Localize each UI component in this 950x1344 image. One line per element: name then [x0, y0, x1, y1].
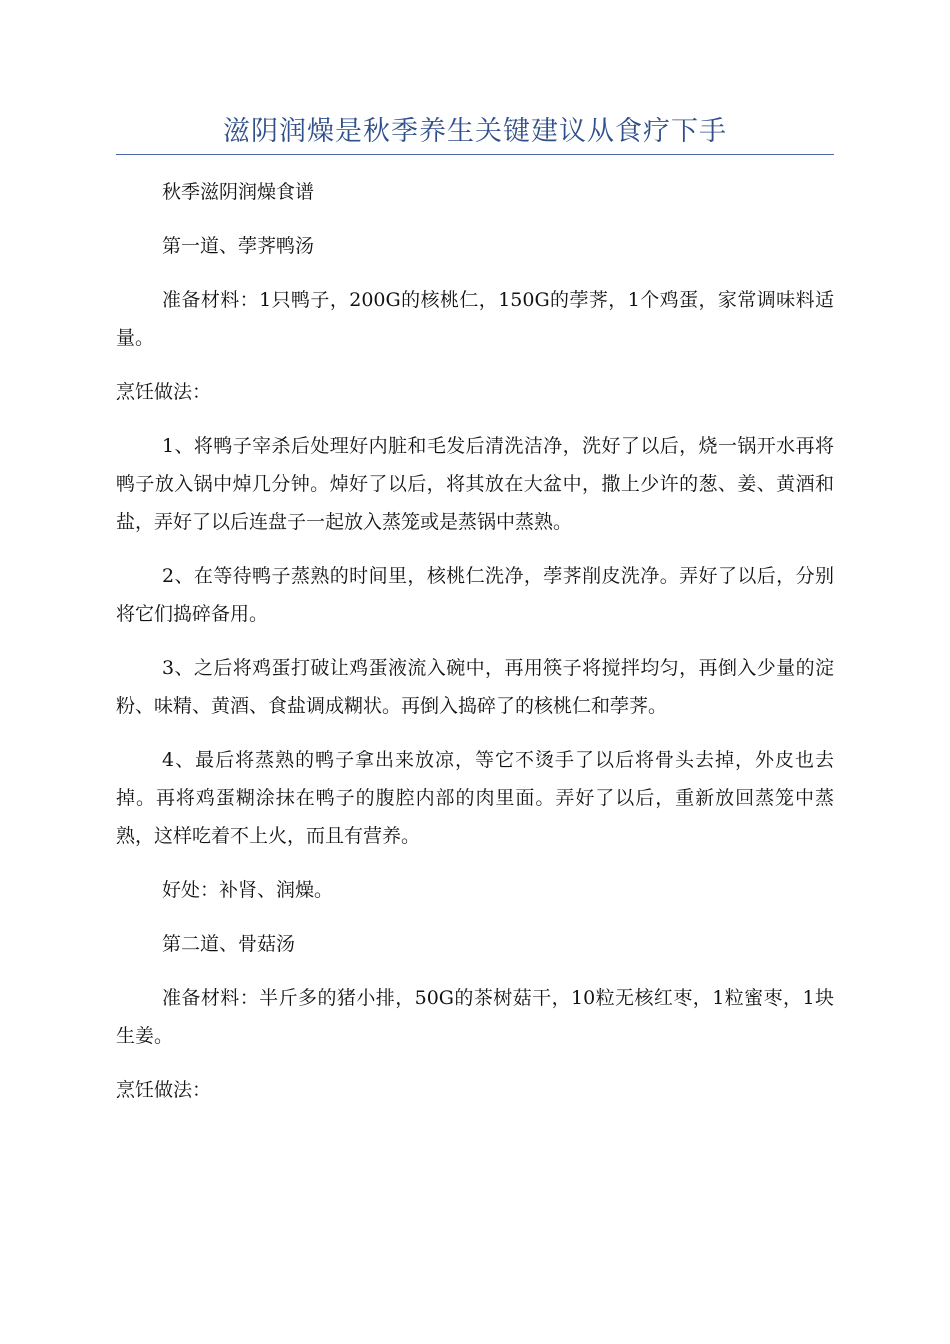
ingredients-paragraph: 准备材料：1只鸭子，200G的核桃仁，150G的荸荠，1个鸡蛋，家常调味料适量。: [116, 289, 834, 349]
method-heading: 烹饪做法：: [116, 381, 212, 403]
step-paragraph: 4、最后将蒸熟的鸭子拿出来放凉，等它不烫手了以后将骨头去掉，外皮也去掉。再将鸡蛋糊涂抹在鸭子的腹腔内部的肉里面。弄好了以后，重新放回蒸笼中蒸熟，这样吃着不上火，而且有营养。: [116, 749, 834, 847]
ingredients-paragraph: 准备材料：半斤多的猪小排，50G的茶树菇干，10粒无核红枣，1粒蜜枣，1块生姜。: [116, 987, 834, 1047]
document-page: [116, 112, 834, 1109]
step-paragraph: 1、将鸭子宰杀后处理好内脏和毛发后清洗洁净，洗好了以后，烧一锅开水再将鸭子放入锅中焯几分钟。焯好了以后，将其放在大盆中，撒上少许的葱、姜、黄酒和盐，弄好了以后连盘子一起放入蒸笼或是蒸锅中蒸熟。: [116, 435, 834, 533]
title-underline: [116, 154, 834, 155]
recipe-heading: 第二道、骨菇汤: [162, 933, 296, 955]
section-heading: 秋季滋阴润燥食谱: [162, 181, 315, 203]
step-paragraph: 3、之后将鸡蛋打破让鸡蛋液流入碗中，再用筷子将搅拌均匀，再倒入少量的淀粉、味精、黄酒、食盐调成糊状。再倒入捣碎了的核桃仁和荸荠。: [116, 657, 834, 717]
step-paragraph: 2、在等待鸭子蒸熟的时间里，核桃仁洗净，荸荠削皮洗净。弄好了以后，分别将它们捣碎备用。: [116, 565, 834, 625]
benefit-paragraph: 好处：补肾、润燥。: [162, 879, 334, 901]
document-title: 滋阴润燥是秋季养生关键建议从食疗下手: [223, 116, 727, 147]
recipe-heading: 第一道、荸荠鸭汤: [162, 235, 315, 257]
method-heading: 烹饪做法：: [116, 1079, 212, 1101]
